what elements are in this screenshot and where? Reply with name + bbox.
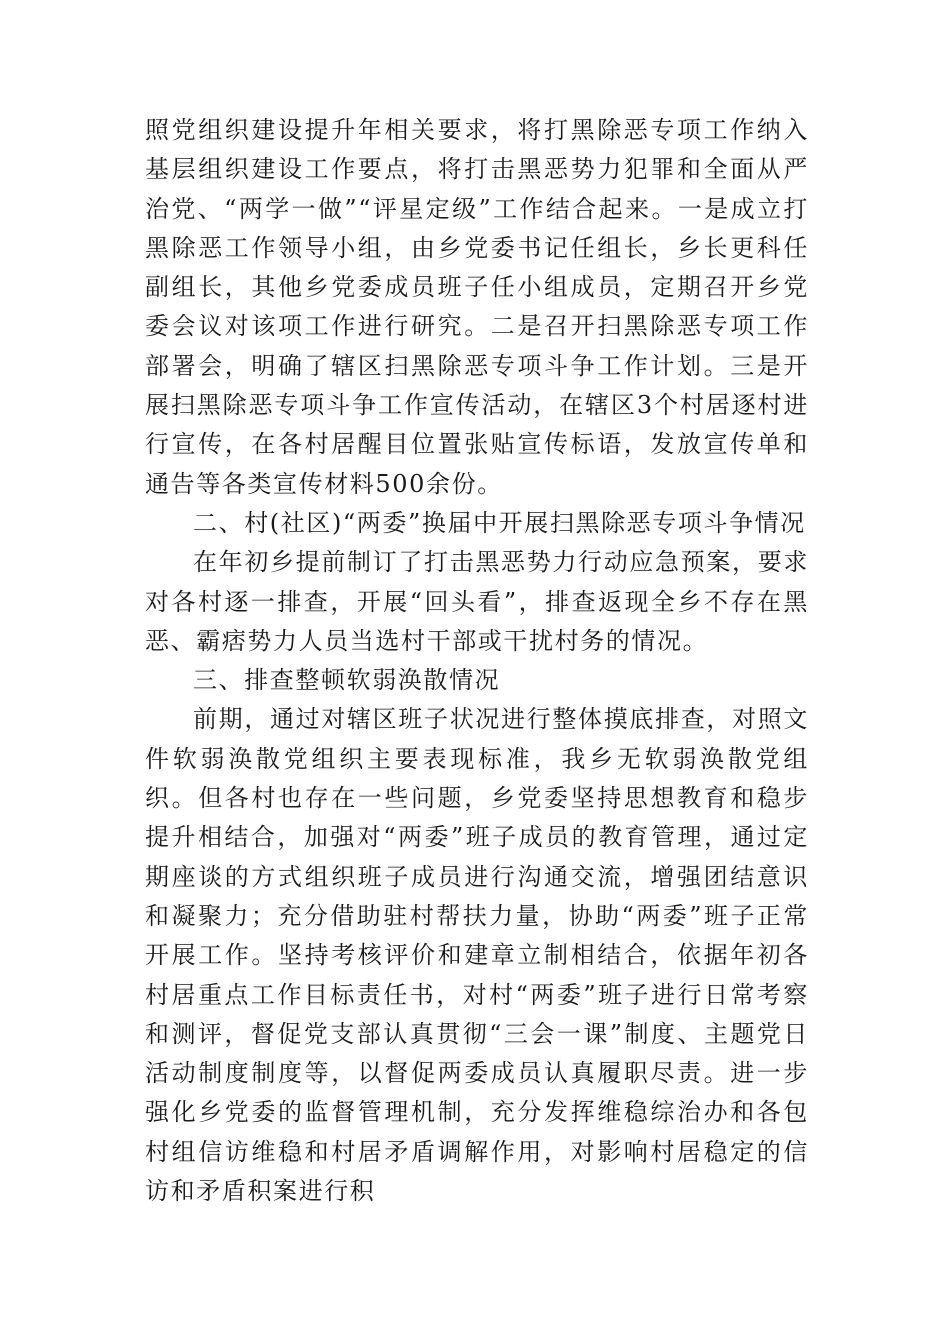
section-heading-two: 二、村(社区)“两委”换届中开展扫黑除恶专项斗争情况 bbox=[193, 508, 806, 537]
paragraph-continuation: 照党组织建设提升年相关要求，将打黑除恶专项工作纳入基层组织建设工作要点，将打击黑恶势力犯罪和全面从严治党、“两学一做”“评星定级”工作结合起来。一是成立打黑除恶工作领导小组，由乡党委书记任组长，乡长更科任副组长，其他乡党委成员班子任小组成员，定期召开乡党委会议对该项工作进行研究。二是召开扫黑除恶专项工作部署会，明确了辖区扫黑除恶专项斗争工作计划。三是开展扫黑除恶专项斗争工作宣传活动，在辖区3个村居逐村进行宣传，在各村居醒目位置张贴宣传标语，发放宣传单和通告等各类宣传材料500余份。 bbox=[145, 116, 809, 498]
paragraph-section-three: 前期，通过对辖区班子状况进行整体摸底排查，对照文件软弱涣散党组织主要表现标准，我乡无软弱涣散党组织。但各村也存在一些问题，乡党委坚持思想教育和稳步提升相结合，加强对“两委”班子成员的教育管理，通过定期座谈的方式组织班子成员进行沟通交流，增强团结意识和凝聚力；充分借助驻村帮扶力量，协助“两委”班子正常开展工作。坚持考核评价和建章立制相结合，依据年初各村居重点工作目标责任书，对村“两委”班子进行日常考察和测评，督促党支部认真贯彻“三会一课”制度、主题党日活动制度制度等，以督促两委成员认真履职尽责。进一步强化乡党委的监督管理机制，充分发挥维稳综治办和各包村组信访维稳和村居矛盾调解作用，对影响村居稳定的信访和矛盾积案进行积 bbox=[145, 705, 809, 1206]
document-body bbox=[145, 111, 809, 1211]
paragraph-section-two: 在年初乡提前制订了打击黑恶势力行动应急预案，要求对各村逐一排查，开展“回头看”，排查返现全乡不存在黑恶、霸痞势力人员当选村干部或干扰村务的情况。 bbox=[145, 548, 809, 655]
section-heading-three: 三、排查整顿软弱涣散情况 bbox=[193, 666, 501, 695]
